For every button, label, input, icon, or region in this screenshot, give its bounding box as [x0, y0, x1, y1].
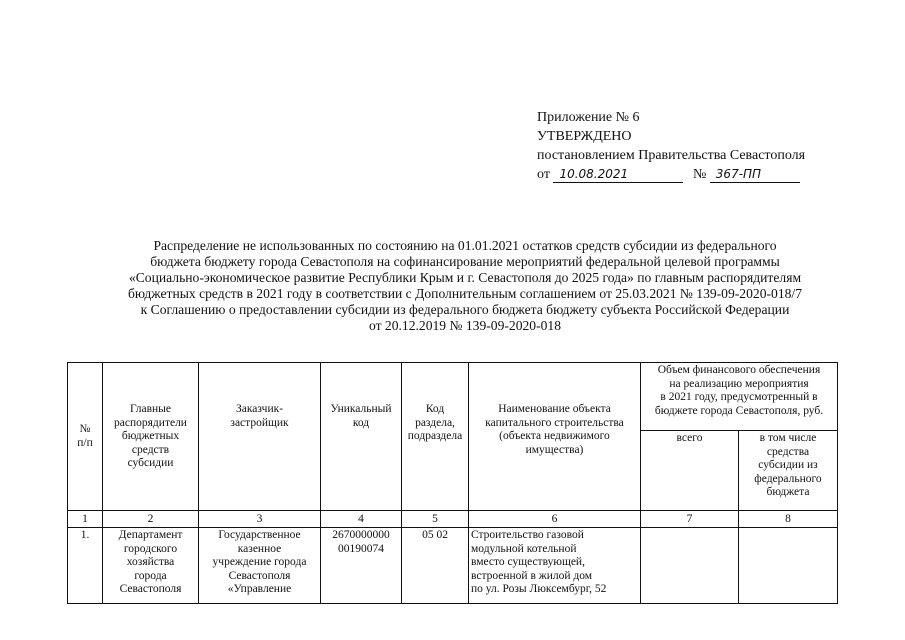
row-code: 2670000000 00190074: [321, 528, 402, 604]
handwritten-number: 367-ПП: [710, 167, 800, 183]
header-total: всего: [641, 431, 739, 511]
col-number: 8: [739, 511, 838, 528]
col-number: 3: [199, 511, 321, 528]
header-code: Уникальный код: [321, 363, 402, 511]
header-managers: Главные распорядители бюджетных средств субсидии: [103, 363, 199, 511]
header-object: Наименование объекта капитального строительства (объекта недвижимого имущества): [469, 363, 641, 511]
col-number: 7: [641, 511, 739, 528]
title-line: от 20.12.2019 № 139-09-2020-018: [368, 318, 562, 333]
title-line: бюджета бюджету города Севастополя на софинансирование мероприятий федеральной целевой программы: [150, 254, 780, 269]
header-section: Код раздела, подраздела: [402, 363, 469, 511]
document-title: [40, 238, 890, 334]
row-managers: Департамент городского хозяйства города Севастополя: [103, 528, 199, 604]
row-section: 05 02: [402, 528, 469, 604]
title-line: бюджетных средств в 2021 году в соответствии с Дополнительным соглашением от 25.03.2021 № 139-09-2020-018/7: [128, 286, 802, 301]
number-label: №: [692, 167, 707, 182]
approved-label: УТВЕРЖДЕНО: [537, 129, 632, 144]
table-row: [68, 528, 838, 604]
title-line: к Соглашению о предоставлении субсидии из федерального бюджета бюджету субъекта Российской Федерации: [140, 302, 790, 317]
title-line: «Социально-экономическое развитие Республики Крым и г. Севастополя до 2025 года» по главным распорядителям: [128, 270, 802, 285]
col-number: 6: [469, 511, 641, 528]
header-volume: Объем финансового обеспечения на реализацию мероприятия в 2021 году, предусмотренный в бюджете города Севастополя, руб.: [641, 363, 838, 431]
col-number: 5: [402, 511, 469, 528]
col-number: 1: [68, 511, 103, 528]
title-line: Распределение не использованных по состоянию на 01.01.2021 остатков средств субсидии из федерального: [153, 238, 777, 253]
col-number: 2: [103, 511, 199, 528]
header-num: № п/п: [68, 363, 103, 511]
header-including: в том числе средства субсидии из федерального бюджета: [739, 431, 838, 511]
handwritten-date: 10.08.2021: [553, 167, 683, 183]
row-object: Строительство газовой модульной котельной вместо существующей, встроенной в жилой дом по ул. Розы Люксембург, 52: [469, 528, 641, 604]
header-customer: Заказчик- застройщик: [199, 363, 321, 511]
col-number: 4: [321, 511, 402, 528]
row-total: [641, 528, 739, 604]
from-label: от: [537, 167, 550, 182]
row-customer: Государственное казенное учреждение города Севастополя «Управление: [199, 528, 321, 604]
row-num: 1.: [68, 528, 103, 604]
distribution-table: [67, 362, 838, 604]
appendix-number: Приложение № 6: [537, 110, 640, 125]
row-including: [739, 528, 838, 604]
approval-block: [537, 108, 805, 184]
date-number-line: [537, 165, 805, 184]
resolution-label: постановлением Правительства Севастополя: [537, 148, 806, 163]
column-numbers-row: [68, 511, 838, 528]
